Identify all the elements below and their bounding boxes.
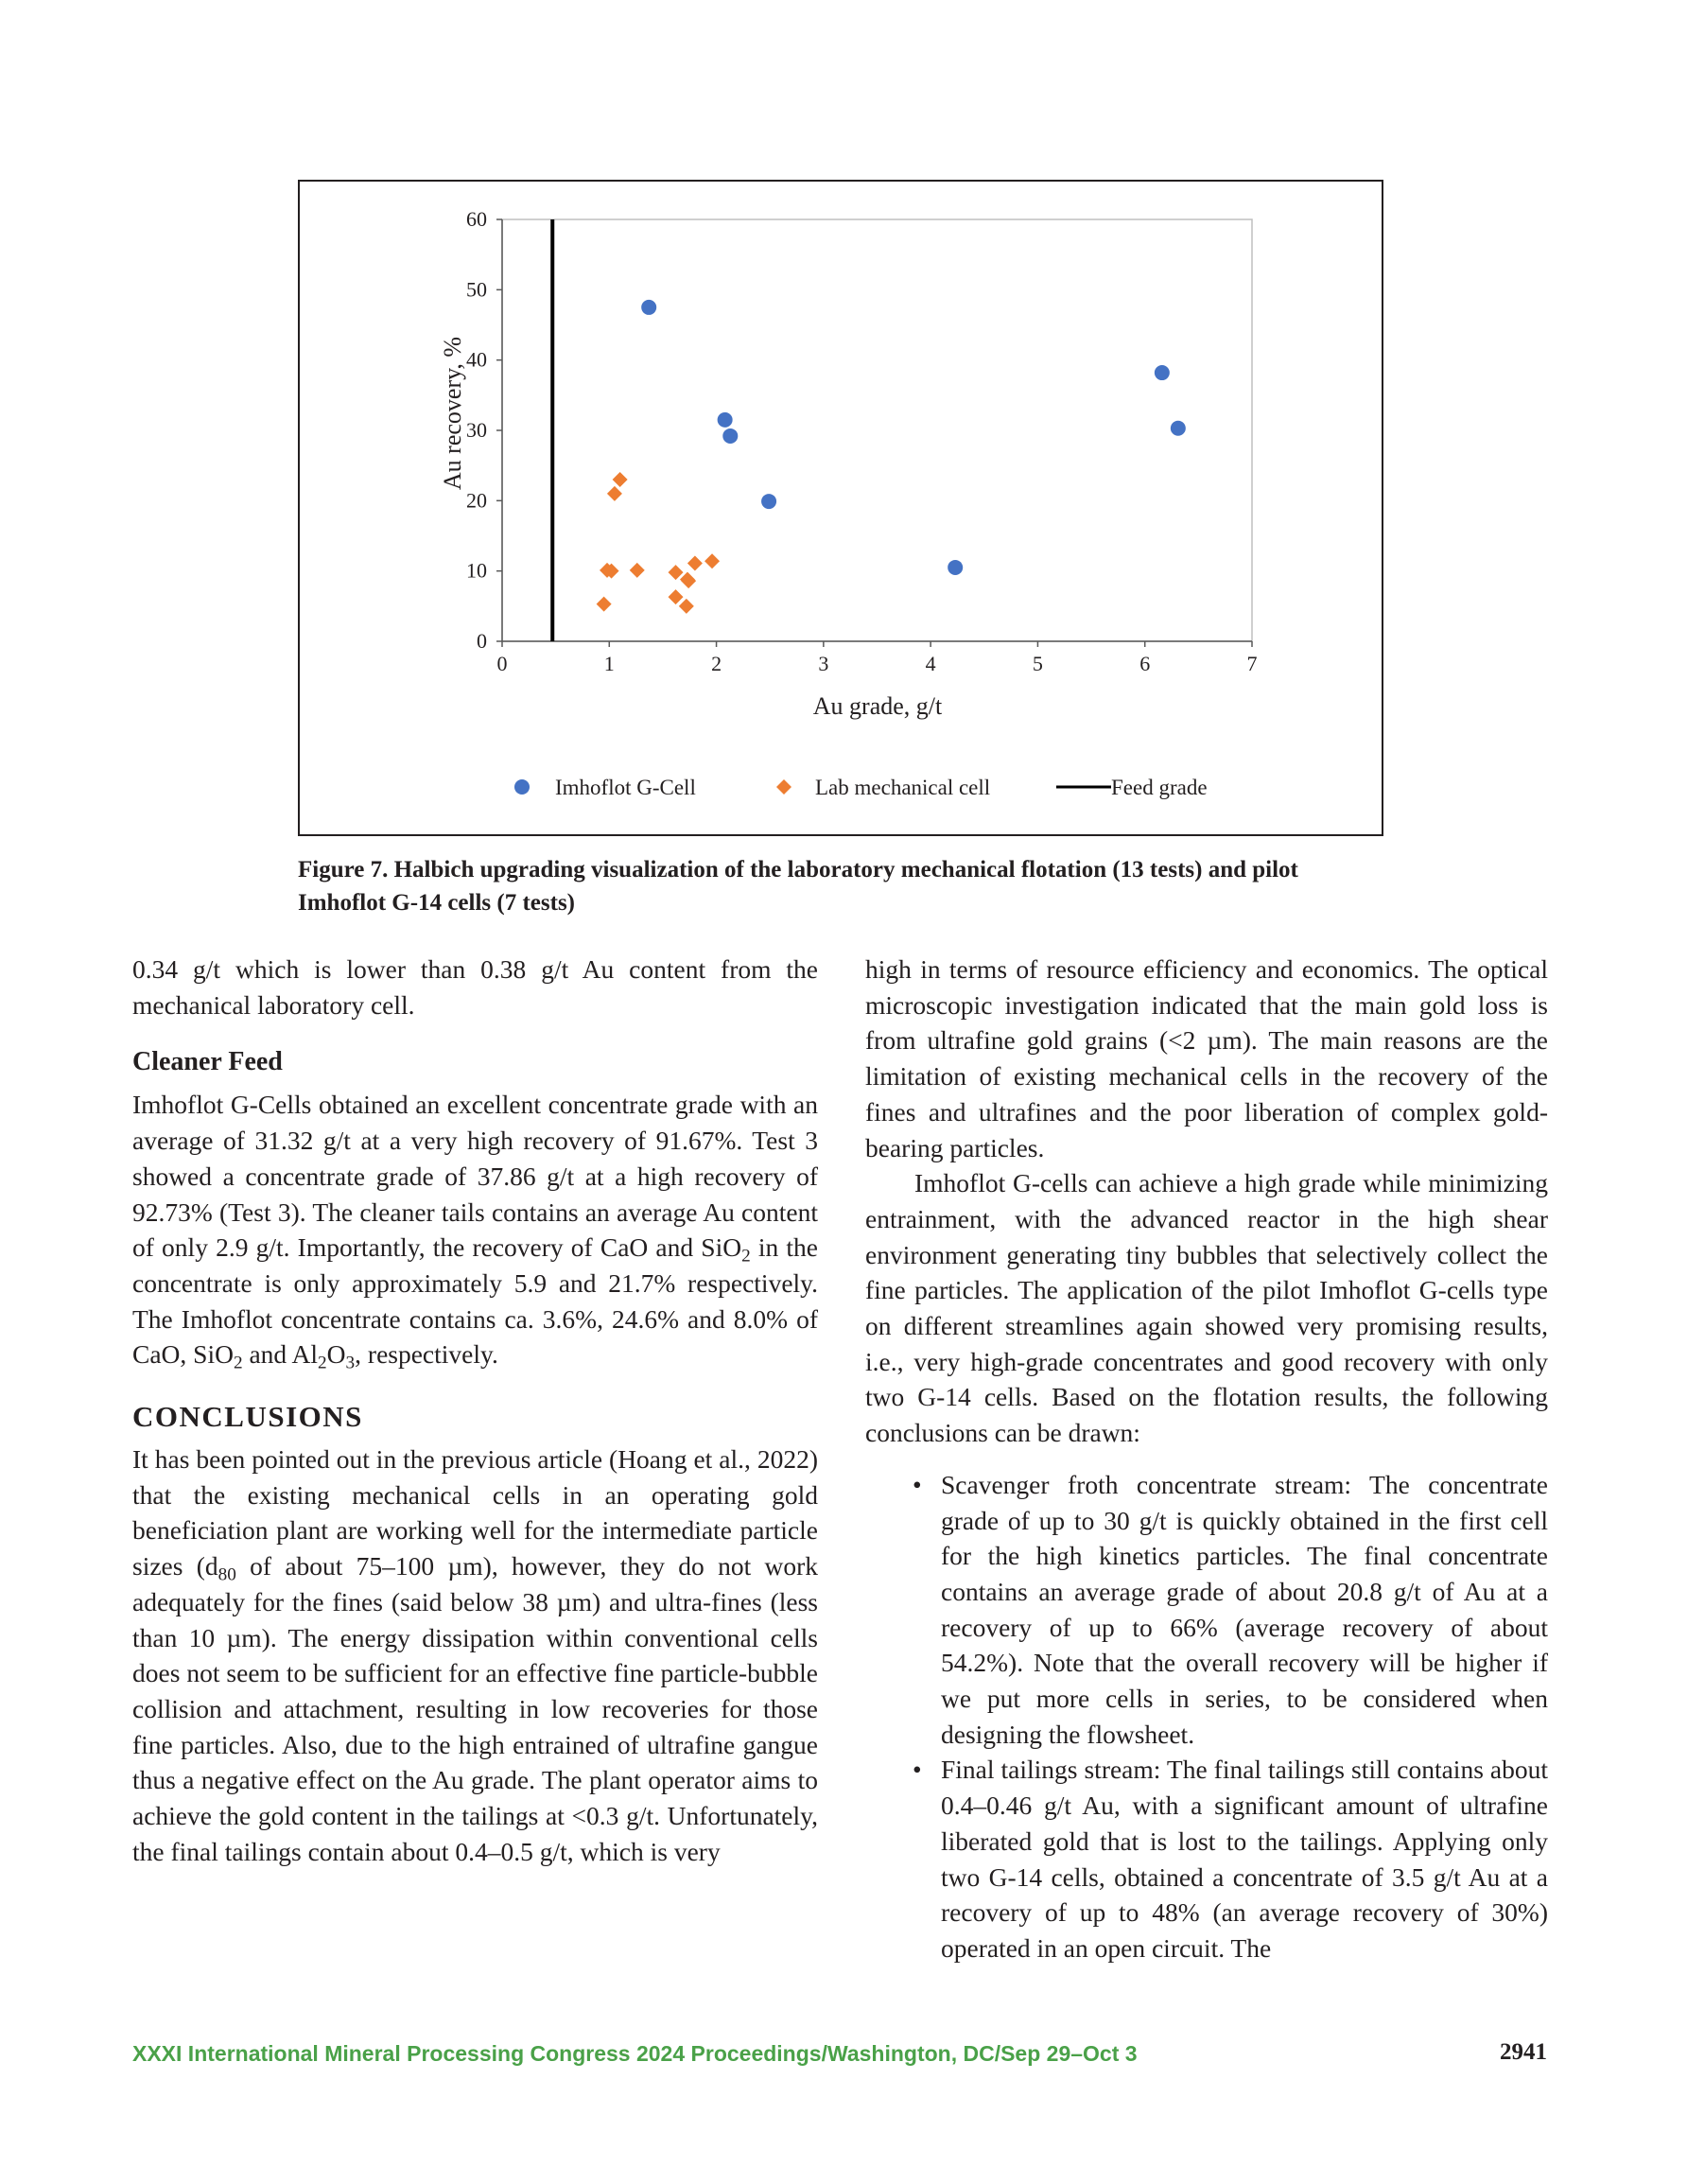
imhoflot-g-cell-point xyxy=(641,300,656,315)
bullet-icon: • xyxy=(913,1755,922,1785)
legend-label: Lab mechanical cell xyxy=(815,776,991,799)
lab-mechanical-cell-point xyxy=(669,589,684,604)
legend-circle-icon xyxy=(514,779,530,795)
right-column xyxy=(865,952,1548,1966)
y-tick-label: 50 xyxy=(466,277,487,302)
conclusions-heading: CONCLUSIONS xyxy=(132,1400,363,1434)
imhoflot-g-cell-point xyxy=(761,494,776,509)
footer-proceedings: XXXI International Mineral Processing Congress 2024 Proceedings/Washington, DC/Sep 29–Oct 3 xyxy=(132,2041,1138,2066)
cleaner-feed-paragraph: Imhoflot G-Cells obtained an excellent concentrate grade with an average of 31.32 g/t at a very high recovery of 91.67%. Test 3 showed a concentrate grade of 37.86 g/t at a high recovery of 92.73% (Test 3). The cleaner tails contains an average Au content of only 2.9 g/t. Importantly, the recovery of CaO and SiO$_2$ in the concentrate is only approximately 5.9 and 21.7% respectively. The Imhoflot concentrate contains ca. 3.6%, 24.6% and 8.0% of CaO, SiO$_2$ and $Al_2O_3$, respectively. xyxy=(132,1090,818,1373)
cleaner-feed-heading: Cleaner Feed xyxy=(132,1047,283,1077)
imhoflot-g-cell-point xyxy=(948,560,963,575)
list-item: • Scavenger froth concentrate stream: The concentrate grade of up to 30 g/t is quickly obtained in the first cell for the high kinetics particles. The final concentrate contains an average grade of about 20.8 g/t of Au at a recovery of up to 66% (average recovery of about 54.2%). Note that the overall recovery will be higher if we put more cells in series, to be considered when designing the flowsheet. xyxy=(941,1467,1548,1753)
y-tick-label: 20 xyxy=(466,488,487,513)
imhoflot-paragraph: Imhoflot G-cells can achieve a high grade while minimizing entrainment, with the advanced reactor in the high shear environment generating tiny bubbles that selectively collect the fine particles. The application of the pilot Imhoflot G-cells type on different streamlines again showed very promising results, i.e., very high-grade concentrates and good recovery with only two G-14 cells. Based on the flotation results, the following conclusions can be drawn: xyxy=(865,1168,1548,1448)
x-tick-label: 6 xyxy=(1139,652,1151,675)
lab-mechanical-cell-point xyxy=(704,553,720,568)
plot-area xyxy=(502,219,1252,641)
x-tick-label: 0 xyxy=(496,652,508,675)
x-tick-label: 5 xyxy=(1032,652,1043,675)
x-tick-label: 3 xyxy=(818,652,829,675)
lab-mechanical-cell-point xyxy=(630,563,645,578)
x-tick-label: 7 xyxy=(1246,652,1258,675)
legend-label: Imhoflot G-Cell xyxy=(555,776,696,799)
figure-caption: Figure 7. Halbich upgrading visualization of the laboratory mechanical flotation (13 tests) and pilot Imhoflot G-14 cells (7 tests) xyxy=(298,857,1298,916)
page-number: 2941 xyxy=(1500,2039,1547,2065)
lab-mechanical-cell-point xyxy=(687,555,703,570)
lab-mechanical-cell-point xyxy=(613,472,628,487)
efficiency-paragraph: high in terms of resource efficiency and economics. The optical microscopic investigation indicated that the main gold loss is from ultrafine gold grains (<2 µm). The main reasons are the limitation of existing mechanical cells in the recovery of the fines and ultrafines and the poor liberation of complex gold-bearing particles. xyxy=(865,954,1548,1162)
lab-mechanical-cell-point xyxy=(597,597,612,612)
conclusions-list xyxy=(865,1467,1548,1966)
x-tick-label: 2 xyxy=(711,652,722,675)
chart-legend xyxy=(514,776,1208,799)
imhoflot-g-cell-point xyxy=(1171,421,1186,436)
y-tick-label: 0 xyxy=(477,629,487,653)
legend-label: Feed grade xyxy=(1111,776,1208,799)
lab-mechanical-cell-point xyxy=(679,599,694,614)
imhoflot-g-cell-point xyxy=(718,412,733,428)
lab-mechanical-cell-point xyxy=(607,486,622,501)
y-tick-label: 60 xyxy=(466,207,487,231)
intro-paragraph: 0.34 g/t which is lower than 0.38 g/t Au content from the mechanical laboratory cell. xyxy=(132,954,818,1020)
x-axis-title: Au grade, g/t xyxy=(812,692,943,720)
left-column xyxy=(132,952,818,1869)
bullet-icon: • xyxy=(913,1469,922,1499)
halbich-scatter-chart xyxy=(300,182,1382,834)
y-tick-label: 40 xyxy=(466,347,487,372)
list-item: • Final tailings stream: The final tailings still contains about 0.4–0.46 g/t Au, with a significant amount of ultrafine liberated gold that is lost to the tailings. Applying only two G-14 cells, obtained a concentrate of 3.5 g/t Au at a recovery of up to 48% (an average recovery of 30%) operated in an open circuit. The xyxy=(941,1752,1548,1966)
lab-mechanical-cell-point xyxy=(669,565,684,580)
lab-mechanical-cell-point xyxy=(681,573,696,588)
figure-frame xyxy=(298,180,1383,836)
legend-diamond-icon xyxy=(776,779,791,795)
imhoflot-g-cell-point xyxy=(722,428,738,444)
y-axis-title: Au recovery, % xyxy=(439,336,466,491)
y-tick-label: 30 xyxy=(466,418,487,442)
conclusions-paragraph: It has been pointed out in the previous article (Hoang et al., 2022) that the existing mechanical cells in an operating gold beneficiation plant are working well for the intermediate particle sizes ($d_{80}$ of about 75–100 µm), however, they do not work adequately for the fines (said below 38 µm) and ultra-fines (less than 10 µm). The energy dissipation within conventional cells does not seem to be sufficient for an effective fine particle-bubble collision and attachment, resulting in low recoveries for those fine particles. Also, due to the high entrained of ultrafine gangue thus a negative effect on the Au grade. The plant operator aims to achieve the gold content in the tailings at <0.3 g/t. Unfortunately, the final tailings contain about 0.4–0.5 g/t, which is very xyxy=(132,1444,818,1866)
imhoflot-g-cell-point xyxy=(1155,365,1170,380)
x-tick-label: 1 xyxy=(603,652,615,675)
y-tick-label: 10 xyxy=(466,558,487,583)
x-tick-label: 4 xyxy=(925,652,936,675)
